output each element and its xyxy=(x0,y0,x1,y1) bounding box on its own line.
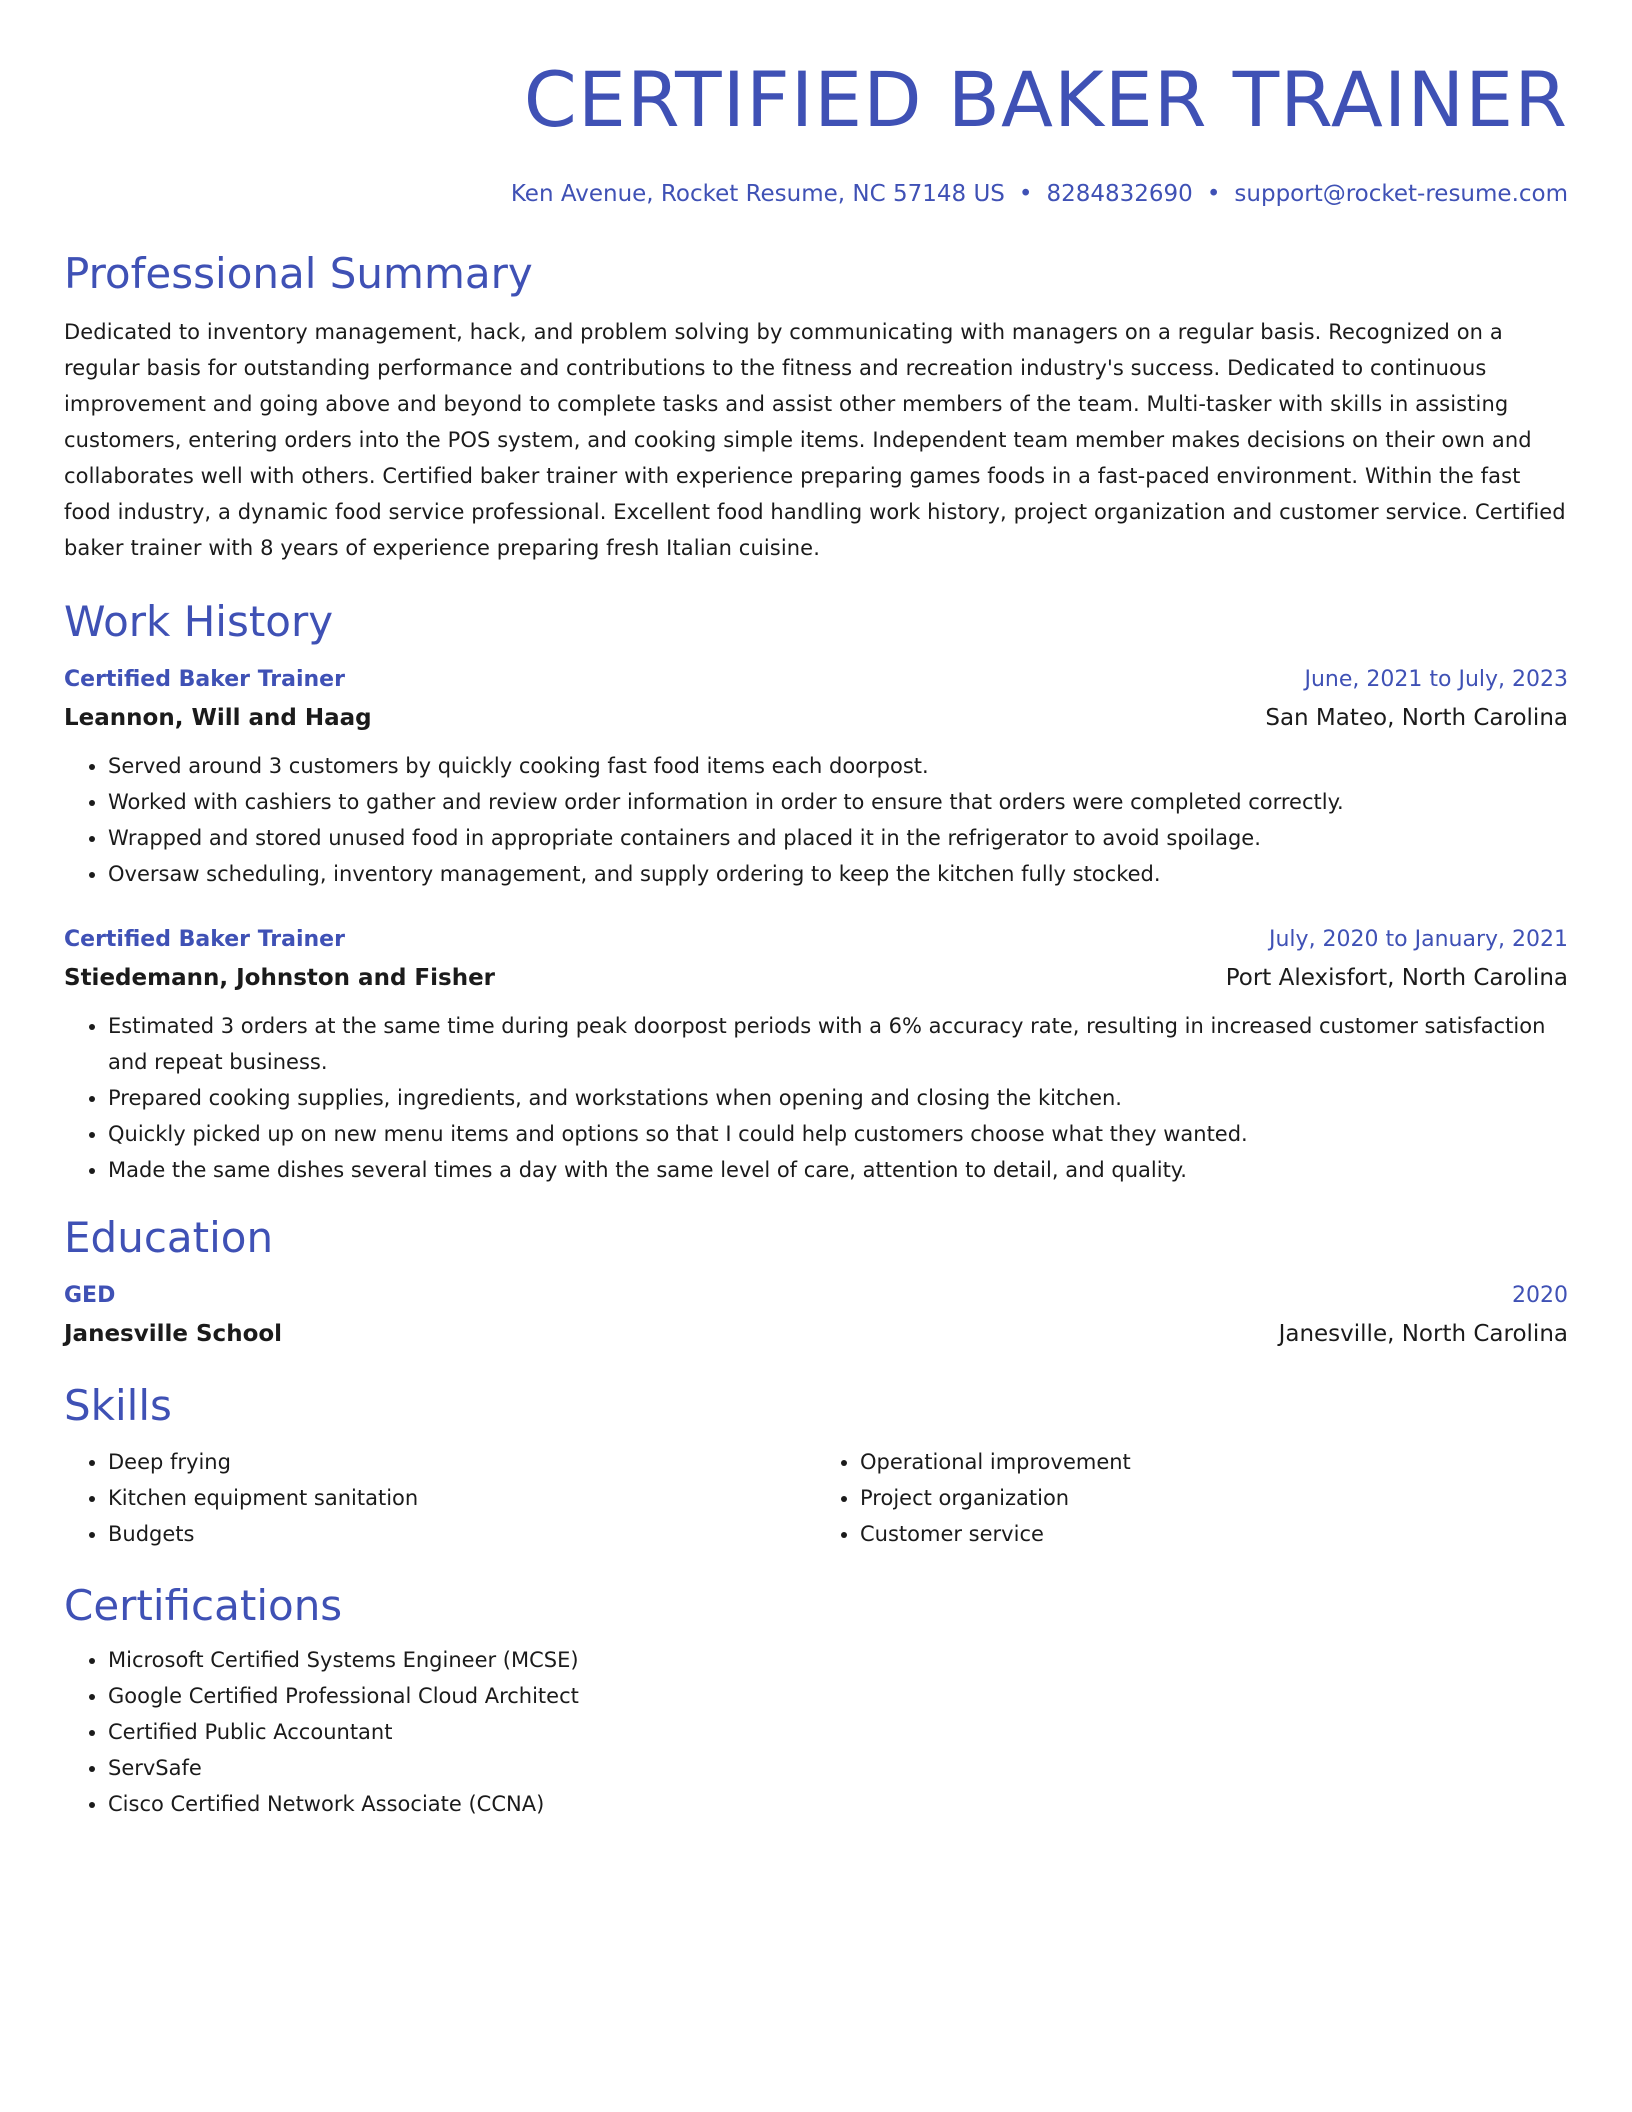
section-title: Education xyxy=(64,1213,274,1262)
education-header-row xyxy=(64,1278,1568,1314)
summary-text: Dedicated to inventory management, hack, and problem solving by communicating with managers on a regular basis. Recognized on a regular basis for outstanding performance and contributions to the fitness and recreation industry's success. Dedicated to continuous improvement and going above and beyond to complete tasks and assist other members of the team. Multi-tasker with skills in assisting customers, entering orders into the POS system, and cooking simple items. Independent team member makes decisions on their own and collaborates well with others. Certified baker trainer with experience preparing games foods in a fast-paced environment. Within the fast food industry, a dynamic food service professional. Excellent food handling work history, project organization and customer service. Certified baker trainer with 8 years of experience preparing fresh Italian cuisine. xyxy=(64,320,1566,560)
school-location: Janesville, North Carolina xyxy=(1278,1321,1568,1347)
list-item: • Prepared cooking supplies, ingredients, and workstations when opening and closing the kitchen. xyxy=(108,1080,1568,1116)
summary-section xyxy=(64,248,1568,566)
graduation-year: 2020 xyxy=(1512,1283,1568,1308)
separator-dot: • xyxy=(1018,181,1033,207)
list-item: • Served around 3 customers by quickly cooking fast food items each doorpost. xyxy=(108,748,1568,784)
job-company-row xyxy=(64,958,1568,998)
certification-item: • Microsoft Certified Systems Engineer (MCSE) xyxy=(108,1642,1568,1678)
email-link[interactable]: support@rocket-resume.com xyxy=(1234,181,1568,207)
job-location: Port Alexisfort, North Carolina xyxy=(1225,965,1568,991)
job-dates: June, 2021 to July, 2023 xyxy=(1304,667,1568,692)
skills-grid xyxy=(64,1444,1568,1552)
skill-item: • Kitchen equipment sanitation xyxy=(108,1480,816,1516)
job-title: Certified Baker Trainer xyxy=(64,927,345,952)
job-entry xyxy=(64,922,1568,1188)
skill-item: • Operational improvement xyxy=(860,1444,1568,1480)
education-entry xyxy=(64,1278,1568,1354)
job-company-row xyxy=(64,698,1568,738)
candidate-name: CERTIFIED BAKER TRAINER xyxy=(523,55,1568,144)
certifications-list xyxy=(64,1642,1568,1822)
contact-line xyxy=(64,178,1568,210)
list-item: • Quickly picked up on new menu items and options so that I could help customers choose what they wanted. xyxy=(108,1116,1568,1152)
list-item: • Oversaw scheduling, inventory management, and supply ordering to keep the kitchen fully stocked. xyxy=(108,856,1568,892)
job-title: Certified Baker Trainer xyxy=(64,667,345,692)
skill-item: • Budgets xyxy=(108,1516,816,1552)
certification-item: • ServSafe xyxy=(108,1750,1568,1786)
resume-header xyxy=(64,52,1568,210)
skills-section xyxy=(64,1380,1568,1552)
school-name: Janesville School xyxy=(64,1321,283,1347)
certification-item: • Google Certified Professional Cloud Architect xyxy=(108,1678,1568,1714)
certification-item: • Cisco Certified Network Associate (CCNA) xyxy=(108,1786,1568,1822)
address-text: Ken Avenue, Rocket Resume, NC 57148 US xyxy=(510,181,1005,207)
certifications-section xyxy=(64,1580,1568,1822)
job-bullet-list xyxy=(64,748,1568,892)
section-title: Work History xyxy=(64,597,334,646)
list-item: • Wrapped and stored unused food in appropriate containers and placed it in the refrigerator to avoid spoilage. xyxy=(108,820,1568,856)
degree-name: GED xyxy=(64,1283,116,1308)
work-history-section xyxy=(64,596,1568,1188)
job-location: San Mateo, North Carolina xyxy=(1265,705,1568,731)
section-title: Certifications xyxy=(64,1581,343,1630)
job-entry xyxy=(64,662,1568,892)
certification-item: • Certified Public Accountant xyxy=(108,1714,1568,1750)
skill-item: • Customer service xyxy=(860,1516,1568,1552)
section-title: Professional Summary xyxy=(64,249,533,298)
list-item: • Made the same dishes several times a day with the same level of care, attention to detail, and quality. xyxy=(108,1152,1568,1188)
job-bullet-list xyxy=(64,1008,1568,1188)
section-title: Skills xyxy=(64,1381,172,1430)
education-section xyxy=(64,1212,1568,1354)
education-school-row xyxy=(64,1314,1568,1354)
skill-item: • Project organization xyxy=(860,1480,1568,1516)
list-item: • Worked with cashiers to gather and review order information in order to ensure that orders were completed correctly. xyxy=(108,784,1568,820)
separator-dot: • xyxy=(1206,181,1221,207)
company-name: Stiedemann, Johnston and Fisher xyxy=(64,965,496,991)
skills-list-right xyxy=(816,1444,1568,1552)
skill-item: • Deep frying xyxy=(108,1444,816,1480)
phone-text: 8284832690 xyxy=(1046,181,1193,207)
job-dates: July, 2020 to January, 2021 xyxy=(1269,927,1568,952)
list-item: • Estimated 3 orders at the same time during peak doorpost periods with a 6% accuracy rate, resulting in increased customer satisfaction and repeat business. xyxy=(108,1008,1568,1080)
job-header-row xyxy=(64,922,1568,958)
skills-list-left xyxy=(64,1444,816,1552)
company-name: Leannon, Will and Haag xyxy=(64,705,372,731)
job-header-row xyxy=(64,662,1568,698)
